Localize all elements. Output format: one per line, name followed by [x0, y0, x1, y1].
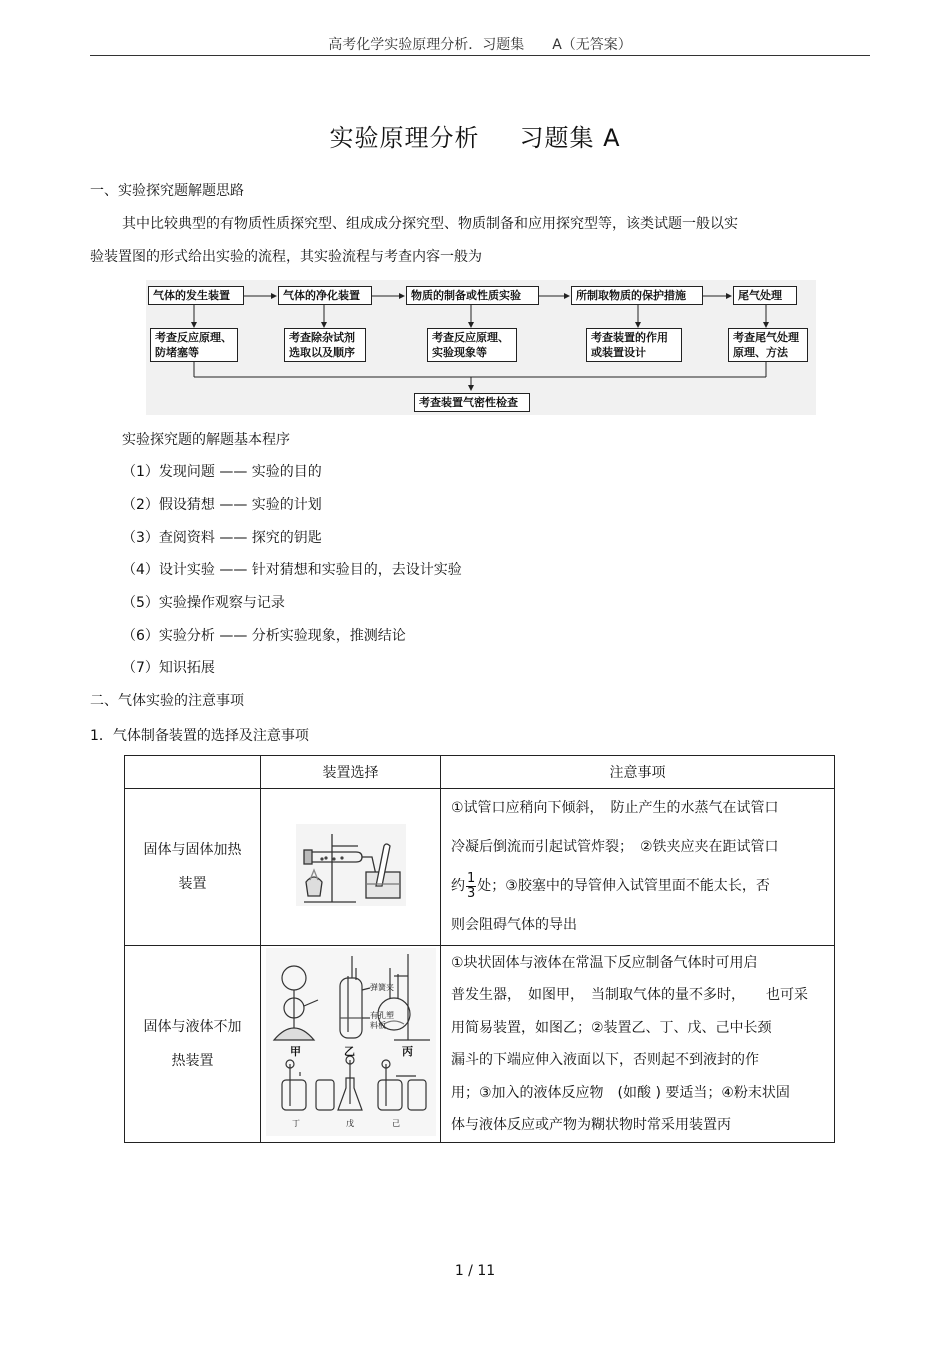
fraction-numerator: 1 — [467, 870, 476, 886]
table-row — [125, 789, 835, 946]
solid-heating-apparatus-diagram — [296, 824, 406, 906]
table-row — [125, 946, 835, 1143]
flow-mid-4 — [586, 328, 682, 362]
flow-top-5: 尾气处理 — [733, 286, 797, 305]
fraction-one-third — [466, 872, 476, 901]
label-plate-l2: 料板 — [369, 1021, 386, 1030]
row1-note-l3a: 约 — [451, 878, 465, 894]
row2-notes — [441, 946, 835, 1143]
flow-top-1: 气体的发生装置 — [148, 286, 244, 305]
row1-note-l3b: 处；③胶塞中的导管伸入试管里面不能太长，否 — [477, 878, 770, 894]
flowchart — [146, 280, 816, 415]
flow-mid-2-l2: 选取以及顺序 — [289, 346, 355, 359]
para-line-2: 验装置图的形式给出实验的流程，其实验流程与考查内容一般为 — [90, 249, 482, 265]
label-wu: 戊 — [345, 1119, 354, 1128]
section2-subheading: 1．气体制备装置的选择及注意事项 — [90, 728, 309, 744]
flow-mid-3 — [427, 328, 517, 362]
row1-notes — [441, 789, 835, 946]
procedure-step-2: （2）假设猜想 —— 实验的计划 — [122, 497, 322, 513]
flow-mid-4-l2: 或装置设计 — [591, 346, 646, 359]
row1-device-figure — [261, 789, 441, 946]
procedure-step-6: （6）实验分析 —— 分析实验现象，推测结论 — [122, 628, 406, 644]
label-yi: 乙 — [343, 1045, 355, 1058]
row2-note-l2: 普发生器， 如图甲， 当制取气体的量不多时， 也可采 — [451, 987, 808, 1003]
table-header-device: 装置选择 — [261, 756, 441, 789]
label-spring-clip: 弹簧夹 — [369, 983, 394, 992]
section1-heading: 一、实验探究题解题思路 — [90, 183, 244, 199]
flow-mid-5-l1: 考查尾气处理 — [733, 331, 799, 344]
row1-note-l4: 则会阻碍气体的导出 — [451, 917, 577, 933]
flow-mid-4-l1: 考查装置的作用 — [591, 331, 668, 344]
procedure-step-5: （5）实验操作观察与记录 — [122, 595, 285, 611]
procedure-step-4: （4）设计实验 —— 针对猜想和实验目的，去设计实验 — [122, 562, 462, 578]
row1-note-l3 — [451, 867, 826, 906]
row2-device-figure — [261, 946, 441, 1143]
fraction-denominator: 3 — [467, 885, 476, 901]
flow-bottom: 考查装置气密性检查 — [414, 393, 530, 412]
row2-note-l3: 用简易装置，如图乙；②装置乙、丁、戊、己中长颈 — [451, 1019, 772, 1036]
running-header: 高考化学实验原理分析．习题集 A（无答案） — [328, 37, 632, 53]
row2-note-l6: 体与液体反应或产物为糊状物时常采用装置丙 — [451, 1117, 731, 1133]
label-ji: 己 — [391, 1119, 400, 1128]
procedure-step-3: （3）查阅资料 —— 探究的钥匙 — [122, 530, 322, 546]
title-part2: 习题集 A — [519, 124, 621, 152]
row2-note-l1: ①块状固体与液体在常温下反应制备气体时可用启 — [451, 954, 758, 971]
flow-mid-3-l2: 实验现象等 — [432, 346, 487, 359]
flow-mid-1-l2: 防堵塞等 — [155, 346, 199, 359]
flow-mid-1-l1: 考查反应原理、 — [155, 331, 232, 344]
flow-top-3: 物质的制备或性质实验 — [406, 286, 539, 305]
label-bing: 丙 — [401, 1045, 413, 1058]
row2-label-l2: 热装置 — [171, 1053, 214, 1069]
page-number: 1 / 11 — [454, 1263, 496, 1279]
section1-paragraph — [90, 208, 790, 274]
row1-label-l1: 固体与固体加热 — [143, 842, 242, 858]
table-header-notes: 注意事项 — [441, 756, 835, 789]
row2-note-l5: 用；③加入的液体反应物 (如酸 ) 要适当；④粉末状固 — [451, 1084, 790, 1101]
page-title — [0, 118, 950, 153]
para-line-1: 其中比较典型的有物质性质探究型、组成成分探究型、物质制备和应用探究型等，该类试题一般以实 — [122, 216, 738, 232]
row1-note-l1: ①试管口应稍向下倾斜， 防止产生的水蒸气在试管口 — [451, 800, 779, 816]
label-jia: 甲 — [289, 1045, 301, 1058]
procedure-heading: 实验探究题的解题基本程序 — [122, 432, 290, 448]
flow-mid-5-l2: 原理、方法 — [733, 346, 788, 359]
flow-top-2: 气体的净化装置 — [278, 286, 372, 305]
row1-note-l2: 冷凝后倒流而引起试管炸裂； ②铁夹应夹在距试管口 — [451, 839, 779, 855]
procedure-step-7: （7）知识拓展 — [122, 660, 215, 676]
table-header-blank — [125, 756, 261, 789]
section2-heading: 二、气体实验的注意事项 — [90, 693, 244, 709]
row2-label — [125, 946, 261, 1143]
label-plate-l1: 有孔塑 — [369, 1011, 394, 1020]
procedure-step-1: （1）发现问题 —— 实验的目的 — [122, 464, 322, 480]
flow-mid-5 — [728, 328, 808, 362]
title-part1: 实验原理分析 — [329, 124, 480, 152]
row2-note-l4: 漏斗的下端应伸入液面以下，否则起不到液封的作 — [451, 1052, 759, 1068]
row2-label-l1: 固体与液体不加 — [143, 1019, 242, 1035]
flow-mid-3-l1: 考查反应原理、 — [432, 331, 509, 344]
apparatus-table — [124, 755, 835, 1143]
flow-mid-2 — [284, 328, 366, 362]
label-ding: 丁 — [291, 1119, 300, 1128]
row1-label-l2: 装置 — [178, 876, 207, 892]
row1-label — [125, 789, 261, 946]
flow-mid-2-l1: 考查除杂试剂 — [289, 331, 355, 344]
flow-mid-1 — [150, 328, 238, 362]
flow-top-4: 所制取物质的保护措施 — [571, 286, 703, 305]
table-header-row — [125, 756, 835, 789]
solid-liquid-apparatus-diagram — [266, 948, 436, 1136]
header-rule — [90, 55, 870, 56]
